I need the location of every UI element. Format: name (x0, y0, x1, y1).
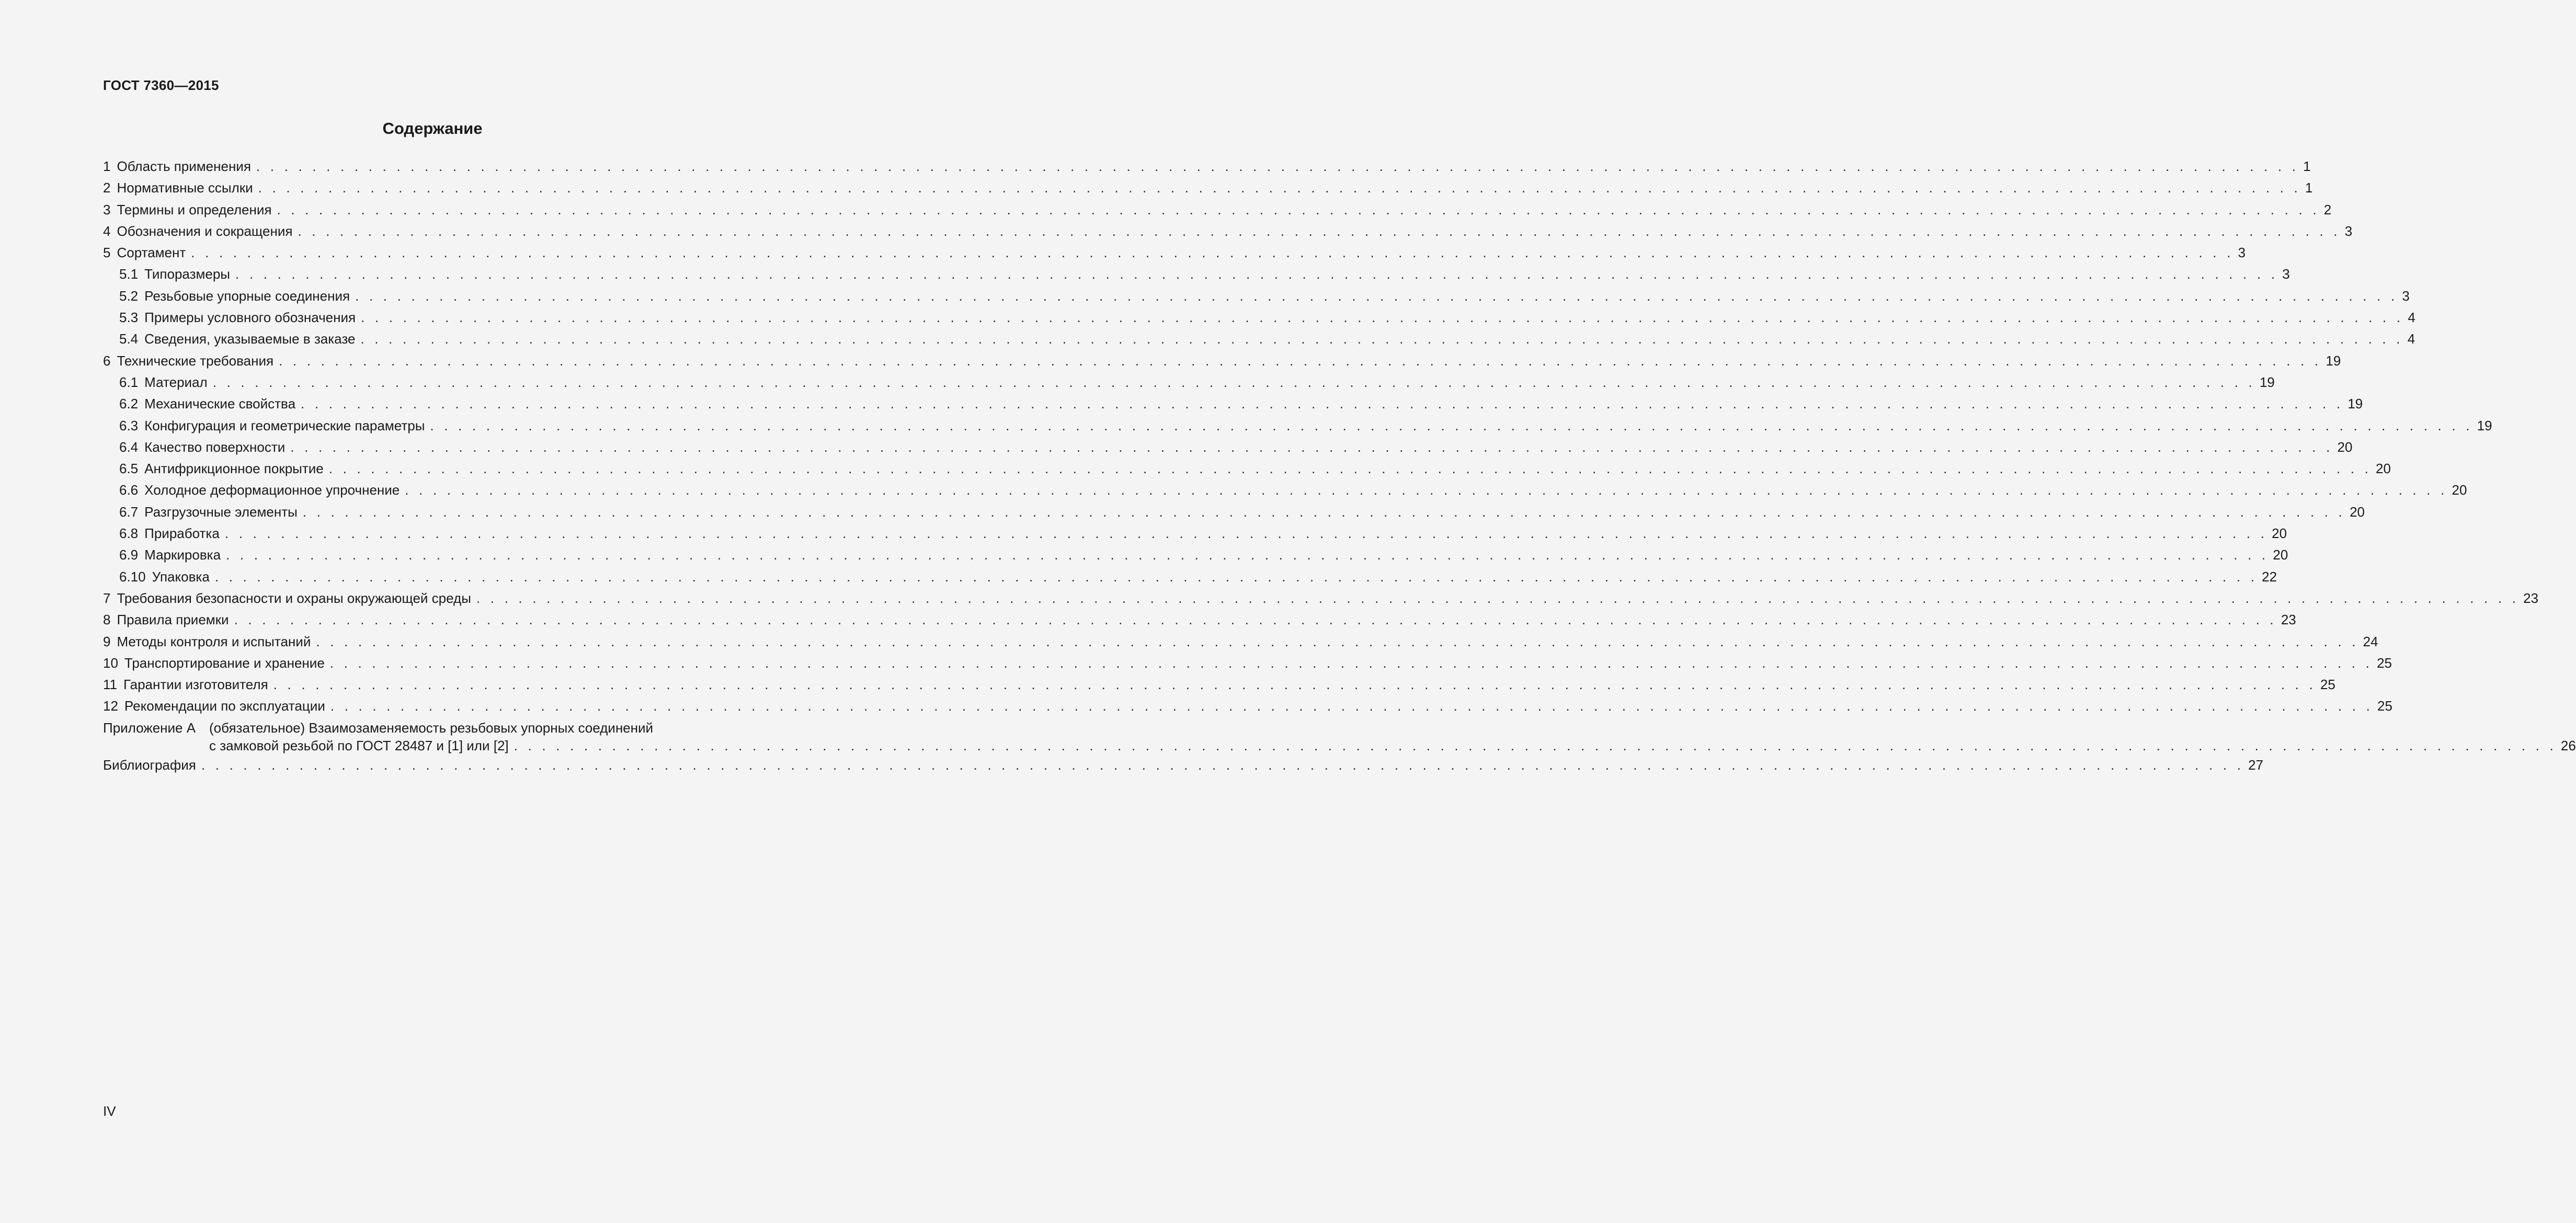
toc-entry[interactable] (103, 609, 2296, 631)
toc-page-number: 23 (2281, 612, 2296, 628)
toc-page-number: 25 (2377, 655, 2392, 671)
toc-entry-number: 1 (103, 158, 111, 174)
toc-entry-number: 6 (103, 352, 111, 369)
toc-page-number: 3 (2238, 245, 2246, 261)
toc-entry-text: Примеры условного обозначения (144, 310, 356, 326)
toc-entry-number: 6.9 (119, 547, 139, 563)
toc-entry-number: 10 (103, 655, 118, 671)
toc-page-number: 3 (2402, 288, 2410, 304)
toc-leader-dots (279, 350, 2321, 372)
toc-entry-number: 11 (103, 677, 117, 693)
toc-entry[interactable] (103, 393, 2363, 415)
toc-entry[interactable] (103, 307, 2415, 328)
toc-leader-dots (273, 674, 2316, 695)
toc-page-number: 2 (2323, 201, 2332, 218)
appendix-body (209, 719, 2576, 755)
toc-entry[interactable] (103, 415, 2492, 437)
toc-leader-dots (235, 264, 2278, 285)
toc-entry-text: Сортамент (117, 245, 186, 261)
toc-page-number: 3 (2282, 266, 2290, 282)
toc-leader-dots (430, 415, 2472, 437)
toc-page-number: 4 (2407, 331, 2415, 347)
toc-leader-dots (256, 156, 2299, 177)
toc-entry[interactable] (103, 242, 2246, 264)
toc-entry-label (119, 501, 298, 523)
toc-entry[interactable] (103, 285, 2410, 307)
toc-entry-text: Рекомендации по эксплуатации (124, 698, 325, 714)
toc-entry-text: Методы контроля и испытаний (117, 633, 311, 649)
toc-entry-text: Антифрикционное покрытие (144, 461, 324, 477)
toc-entry-text: Требования безопасности и охраны окружающей среды (117, 590, 471, 606)
toc-entry-text: Приработка (144, 525, 220, 542)
toc-page-number: 19 (2347, 396, 2363, 412)
toc-entry-number: 6.5 (119, 461, 139, 477)
toc-page-number: 20 (2452, 482, 2467, 498)
toc-leader-dots (258, 177, 2301, 199)
toc-page-number: 25 (2320, 677, 2335, 693)
toc-page-number: 1 (2303, 158, 2311, 174)
toc-entry-label (119, 264, 230, 285)
toc-entry-text: Транспортирование и хранение (124, 655, 325, 671)
toc-entry-text: Материал (144, 374, 208, 390)
toc-entry-text: Разгрузочные элементы (144, 504, 298, 520)
toc-leader-dots (226, 544, 2269, 566)
document-id: ГОСТ 7360—2015 (103, 77, 219, 93)
toc-entry-label (103, 242, 186, 264)
toc-page-number: 3 (2344, 223, 2353, 239)
toc-entry-text: Термины и определения (117, 201, 272, 218)
toc-leader-dots (316, 631, 2358, 653)
toc-entry[interactable] (103, 199, 2332, 221)
toc-entry-text: Область применения (117, 158, 251, 174)
toc-entry-number: 9 (103, 633, 111, 649)
toc-leader-dots (330, 695, 2373, 717)
toc-leader-dots (361, 307, 2403, 328)
toc-entry[interactable] (103, 372, 2275, 393)
toc-leader-dots (514, 737, 2557, 755)
toc-entry[interactable] (103, 156, 2311, 177)
toc-entry-text: Резьбовые упорные соединения (144, 288, 350, 304)
toc-entry-label (119, 437, 285, 458)
toc-entry-number: 6.8 (119, 525, 139, 542)
toc-entry-label (103, 177, 253, 199)
toc-entry-text: Маркировка (144, 547, 221, 563)
toc-page-number: 20 (2350, 504, 2365, 520)
toc-leader-dots (290, 437, 2333, 458)
toc-entry-label (103, 221, 292, 242)
toc-entry-number: 5.3 (119, 310, 139, 326)
toc-entry[interactable] (103, 523, 2287, 544)
toc-entry-number: 4 (103, 223, 111, 239)
toc-page-number: 23 (2523, 590, 2539, 606)
toc-entry-number: 6.7 (119, 504, 139, 520)
toc-entry-label (103, 156, 251, 177)
toc-entry-number: 5 (103, 245, 111, 261)
toc-entry-label (103, 653, 325, 674)
toc-entry-number: 5.2 (119, 288, 139, 304)
toc-leader-dots (301, 393, 2343, 415)
toc-entry-label (119, 328, 355, 350)
toc-page-number: 4 (2408, 310, 2415, 326)
toc-entry-text: Холодное деформационное упрочнение (144, 482, 400, 498)
appendix-title-line1: (обязательное) Взаимозаменяемость резьбовых упорных соединений (209, 719, 654, 736)
toc-page-number: 20 (2272, 525, 2287, 542)
toc-entry-label (119, 415, 425, 437)
toc-entry-number: 6.4 (119, 439, 139, 455)
toc-entries (103, 156, 2539, 717)
toc-entry-label (119, 523, 220, 544)
toc-entry[interactable] (103, 221, 2353, 242)
toc-entry-text: Типоразмеры (144, 266, 230, 282)
toc-entry-label (119, 566, 210, 588)
toc-entry-label (119, 393, 295, 415)
toc-entry-number: 3 (103, 201, 111, 218)
appendix-title-line2-row (209, 737, 2576, 755)
toc-page-number: 20 (2376, 461, 2391, 477)
toc-leader-dots (355, 285, 2398, 307)
toc-page-number: 19 (2477, 417, 2492, 433)
toc-page-number: 19 (2259, 374, 2275, 390)
toc-leader-dots (201, 755, 2244, 776)
toc-entry[interactable] (103, 566, 2277, 588)
toc-entry-text: Конфигурация и геометрические параметры (144, 417, 425, 433)
toc-entry[interactable] (103, 631, 2378, 653)
toc-entry-label (103, 695, 325, 717)
appendix-label: Приложение А (103, 719, 196, 736)
toc-page-number: 25 (2377, 698, 2392, 714)
toc-entry-text: Технические требования (117, 352, 274, 369)
toc-entry-number: 12 (103, 698, 118, 714)
toc-leader-dots (277, 199, 2319, 221)
toc-entry-text: Упаковка (152, 568, 210, 585)
toc-page-number: 27 (2248, 757, 2264, 773)
toc-leader-dots (303, 501, 2345, 523)
toc-leader-dots (360, 328, 2403, 350)
toc-leader-dots (405, 479, 2447, 501)
toc-entry-label (103, 199, 271, 221)
toc-entry-label (103, 631, 311, 653)
toc-leader-dots (234, 609, 2277, 631)
toc-leader-dots (215, 566, 2258, 588)
toc-entry[interactable] (103, 350, 2341, 372)
toc-entry-number: 6.1 (119, 374, 139, 390)
toc-entry-number: 6.3 (119, 417, 139, 433)
toc-entry[interactable] (103, 479, 2467, 501)
toc-entry-text: Качество поверхности (144, 439, 286, 455)
toc-page-number: 20 (2337, 439, 2353, 455)
toc-entry-label (119, 479, 400, 501)
toc-leader-dots (330, 653, 2373, 674)
toc-entry-text: Правила приемки (117, 612, 229, 628)
toc-entry-text: Обозначения и сокращения (117, 223, 293, 239)
toc-entry-appendix-a[interactable] (103, 717, 2576, 755)
toc-page-number: 20 (2273, 547, 2288, 563)
toc-entry-label (103, 350, 273, 372)
toc-leader-dots (476, 588, 2519, 609)
toc-entry-number: 2 (103, 180, 111, 196)
toc-leader-dots (191, 242, 2233, 264)
toc-entry-label (119, 458, 324, 479)
toc-entry[interactable] (103, 674, 2335, 695)
toc-entry-bibliography[interactable] (103, 755, 2264, 776)
toc-title: Содержание (382, 119, 483, 138)
toc-page-number: 19 (2326, 352, 2341, 369)
toc-entry[interactable] (103, 588, 2539, 609)
toc-entry-number: 6.6 (119, 482, 139, 498)
toc-page-number: 24 (2363, 633, 2378, 649)
toc-entry[interactable] (103, 264, 2290, 285)
toc-entry[interactable] (103, 437, 2353, 458)
toc-page-number: 1 (2305, 180, 2313, 196)
toc-entry[interactable] (103, 501, 2365, 523)
toc-entry-text: Нормативные ссылки (117, 180, 253, 196)
toc-page-number: 26 (2560, 737, 2576, 753)
toc-entry-number: 7 (103, 590, 111, 606)
page-number: IV (103, 1103, 116, 1119)
appendix-title-line2: с замковой резьбой по ГОСТ 28487 и [1] или [2] (209, 737, 509, 753)
toc-leader-dots (298, 221, 2340, 242)
toc-entry-label (103, 588, 471, 609)
toc-entry[interactable] (103, 695, 2392, 717)
toc-entry[interactable] (103, 177, 2313, 199)
toc-entry-text: Гарантии изготовителя (123, 677, 268, 693)
toc-entry-label (119, 544, 221, 566)
toc-entry-number: 5.1 (119, 266, 139, 282)
table-of-contents (103, 156, 2576, 776)
toc-entry-number: 6.10 (119, 568, 146, 585)
toc-entry[interactable] (103, 328, 2415, 350)
toc-entry-label (119, 307, 356, 328)
toc-entry-number: 6.2 (119, 396, 139, 412)
toc-entry-label (103, 609, 229, 631)
toc-page-number: 22 (2262, 568, 2277, 585)
toc-entry-number: 5.4 (119, 331, 139, 347)
toc-entry[interactable] (103, 458, 2391, 479)
toc-entry[interactable] (103, 544, 2288, 566)
toc-leader-dots (213, 372, 2255, 393)
toc-entry-label (119, 285, 350, 307)
toc-entry-number: 8 (103, 612, 111, 628)
toc-leader-dots (225, 523, 2267, 544)
toc-entry-text: Сведения, указываемые в заказе (144, 331, 356, 347)
toc-entry-label (119, 372, 208, 393)
toc-entry-label: Библиография (103, 757, 196, 773)
toc-entry-text: Механические свойства (144, 396, 296, 412)
toc-entry-label (103, 674, 268, 695)
toc-entry[interactable] (103, 653, 2392, 674)
toc-leader-dots (329, 458, 2372, 479)
